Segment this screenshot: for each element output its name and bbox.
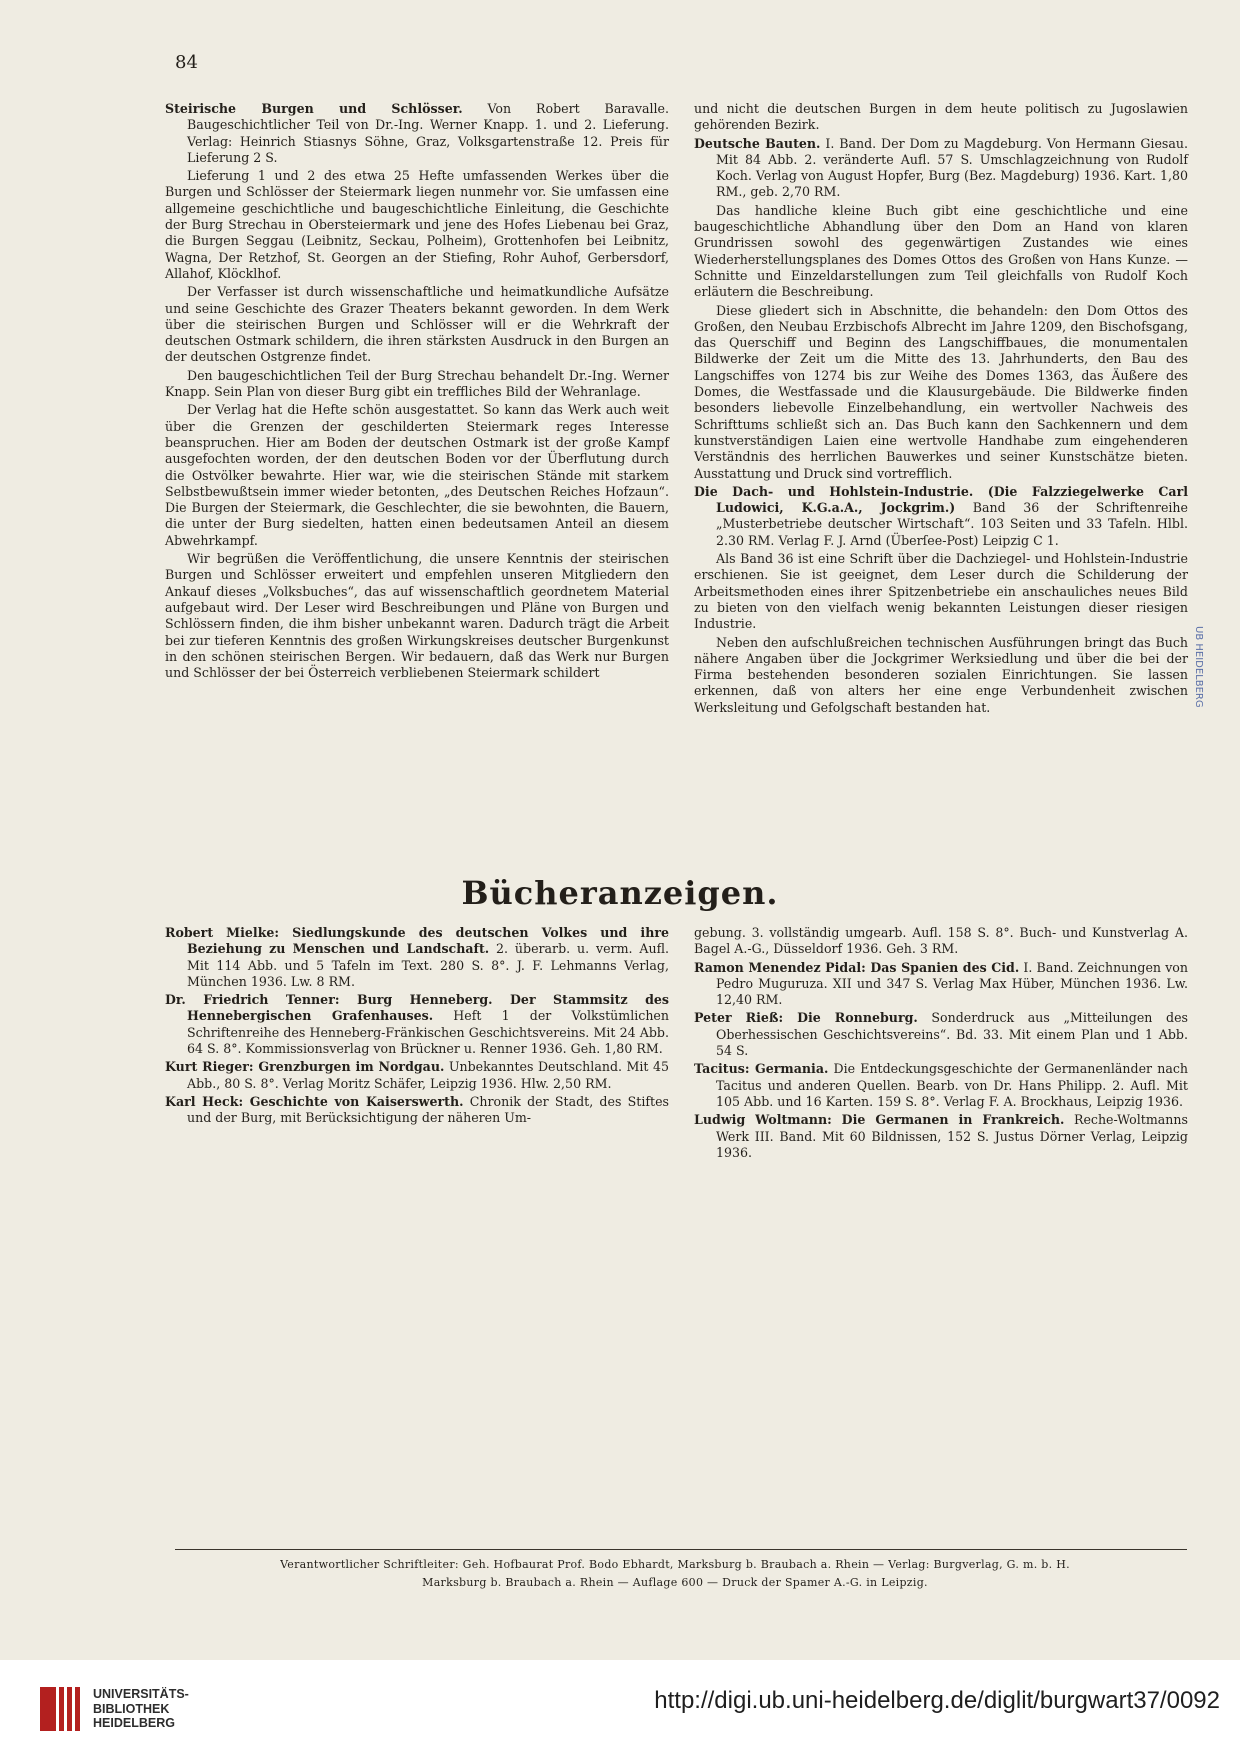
entry-title: Dr. Friedrich Tenner: Burg Henneberg. Der Stammsitz des Hennebergischen Grafenhauses. [165, 992, 669, 1024]
entry-details: Die Entdeckungsgeschichte der Germanenländer nach Tacitus und anderen Quellen. Bearb. von Dr. Hans Philipp. 2. Aufl. Mit 105 Abb. und 16 Karten. 159 S. 8°. Verlag F. A. Brockhaus, Leipzig 1936. [716, 1061, 1188, 1109]
entry-details: Unbekanntes Deutschland. Mit 45 Abb., 80 S. 8°. Verlag Moritz Schäfer, Leipzig 1936. Hlw. 2,50 RM. [187, 1059, 669, 1091]
entry-details: Chronik der Stadt, des Stiftes und der Burg, mit Berücksichtigung der näheren Um- [187, 1093, 670, 1126]
section-heading: Bücheranzeigen. [461, 874, 779, 912]
paragraph: Lieferung 1 und 2 des etwa 25 Hefte umfassenden Werkes über die Burgen und Schlösser der Steiermark liegen nunmehr vor. Sie umfassen eine allgemeine geschichtliche und baugeschichtliche Einleitung, die Geschichte der Burg Strechau in Obersteiermark und jene des Hofes Liebenau bei Graz, die Burgen Seggau (Leibnitz, Seckau, Polheim), Grottenhofen bei Leibnitz, Wagna, Der Retzhof, St. Georgen an der Stiefing, Rohr Auhof, Gerbersdorf, Allahof, Klöcklhof. [165, 168, 669, 281]
review-entry [694, 960, 1188, 1009]
paragraph: Der Verlag hat die Hefte schön ausgestattet. So kann das Werk auch weit über die Grenzen der geschilderten Steiermark reges Interesse beanspruchen. Hier am Boden der deutschen Ostmark ist der große Kampf ausgefochten worden, der den deutschen Boden vor der Überflutung durch die Ostvölker bewahrte. Hier war, wie die steirischen Stände mit starkem Selbstbewußtsein immer wieder betonten, „des Deutschen Reiches Hofzaun“. Die Burgen der Steiermark, die Geschlechter, die sie bewohnten, die Bauern, die unter der Burg siedelten, hatten einen bedeutsamen Anteil an diesem Abwehrkampf. [165, 402, 669, 548]
entry-details: 2. überarb. u. verm. Aufl. Mit 114 Abb. und 5 Tafeln im Text. 280 S. 8°. J. F. Lehmanns Verlag, München 1936. Lw. 8 RM. [187, 941, 669, 989]
review-entry [694, 484, 1188, 549]
library-stamp: UB HEIDELBERG [1193, 626, 1204, 708]
entry-title: Kurt Rieger: Grenzburgen im Nordgau. [165, 1059, 445, 1075]
review-entry [694, 1112, 1188, 1161]
entry-title: Die Dach- und Hohlstein-Industrie. (Die Falzziegelwerke Carl Ludowici, K.G.a.A., Jockgrim.) [694, 483, 1188, 516]
entry-details: Von Robert Baravalle. Baugeschichtlicher Teil von Dr.-Ing. Werner Knapp. 1. und 2. Lieferung. Verlag: Heinrich Stiasnys Söhne, Graz, Volksgartenstraße 12. Preis für Lieferung 2 S. [187, 101, 669, 165]
entry-details: Sonderdruck aus „Mitteilungen des Oberhessischen Geschichtsvereins“. Bd. 33. Mit einem Plan und 1 Abb. 54 S. [716, 1010, 1188, 1059]
paragraph: Den baugeschichtlichen Teil der Burg Strechau behandelt Dr.-Ing. Werner Knapp. Sein Plan von dieser Burg gibt ein treffliches Bild der Wehranlage. [165, 367, 669, 400]
review-entry [165, 992, 669, 1057]
university-library-logo-icon [40, 1685, 82, 1733]
review-entry [165, 1094, 669, 1127]
entry-details: Heft 1 der Volkstümlichen Schriftenreihe des Henneberg-Fränkischen Geschichtsvereins. Mit 24 Abb. 64 S. 8°. Kommissionsverlag von Brückner u. Renner 1936. Geh. 1,80 RM. [187, 1008, 669, 1057]
entry-title: Karl Heck: Geschichte von Kaiserswerth. [165, 1093, 464, 1109]
entry-details: I. Band. Der Dom zu Magdeburg. Von Hermann Giesau. Mit 84 Abb. 2. veränderte Aufl. 57 S. Umschlagzeichnung von Rudolf Koch. Verlag von August Hopfer, Burg (Bez. Magdeburg) 1936. Kart. 1,80 RM., geb. 2,70 RM. [716, 135, 1188, 200]
source-url-link[interactable]: http://digi.ub.uni-heidelberg.de/diglit/burgwart37/0092 [654, 1687, 1220, 1714]
top-right-column [694, 101, 1188, 718]
entry-title: Ramon Menendez Pidal: Das Spanien des Cid. [694, 959, 1020, 975]
paragraph: Das handliche kleine Buch gibt eine geschichtliche und eine baugeschichtliche Abhandlung über den Dom an Hand von klaren Grundrissen sowohl des gegenwärtigen Zustandes wie eines Wiederherstellungsplanes des Domes Ottos des Großen von Hans Kunze. — Schnitte und Einzeldarstellungen zum Teil gleichfalls von Rudolf Koch erläutern die Beschreibung. [694, 202, 1188, 300]
bottom-left-column [165, 925, 669, 1129]
review-entry [165, 925, 669, 990]
continued-paragraph: und nicht die deutschen Burgen in dem heute politisch zu Jugoslawien gehörenden Bezirk. [694, 101, 1188, 133]
paragraph: Neben den aufschlußreichen technischen Ausführungen bringt das Buch nähere Angaben über die Jockgrimer Werksiedlung und über die bei der Firma bestehenden besonderen sozialen Einrichtungen. Sie lassen erkennen, daß von alters her eine enge Verbundenheit zwischen Werksleitung und Gefolgschaft bestanden hat. [694, 634, 1188, 715]
library-name-line-2: BIBLIOTHEK [93, 1701, 170, 1716]
paragraph: Wir begrüßen die Veröffentlichung, die unsere Kenntnis der steirischen Burgen und Schlösser erweitert und empfehlen unseren Mitgliedern den Ankauf dieses „Volksbuches“, das auf wissenschaftlich geordnetem Material aufgebaut wird. Der Leser wird Beschreibungen und Pläne von Burgen und Schlössern finden, die ihm bisher unbekannt waren. Dadurch trägt die Arbeit bei zur tieferen Kenntnis des großen Wirkungskreises deutscher Burgenkunst in den schönen steirischen Bergen. Wir bedauern, daß das Werk nur Burgen und Schlösser der bei Österreich verbliebenen Steiermark schildert [165, 551, 669, 681]
paragraph: Der Verfasser ist durch wissenschaftliche und heimatkundliche Aufsätze und seine Geschichte des Grazer Theaters bekannt geworden. In dem Werk über die steirischen Burgen und Schlösser will er die Wehrkraft der deutschen Ostmark schildern, die ihren stärksten Ausdruck in den Burgen an der deutschen Ostgrenze findet. [165, 284, 669, 365]
entry-details: I. Band. Zeichnungen von Pedro Muguruza. XII und 347 S. Verlag Max Hüber, München 1936. Lw. 12,40 RM. [716, 959, 1188, 1008]
imprint-line-2: Marksburg b. Braubach a. Rhein — Auflage 600 — Druck der Spamer A.-G. in Leipzig. [422, 1576, 928, 1589]
entry-details: Band 36 der Schriftenreihe „Musterbetriebe deutscher Wirtschaft“. 103 Seiten und 33 Tafeln. Hlbl. 2.30 RM. Verlag F. J. Arnd (Überſee-Post) Leipzig C 1. [716, 500, 1188, 548]
paragraph: Diese gliedert sich in Abschnitte, die behandeln: den Dom Ottos des Großen, den Neubau Erzbischofs Albrecht im Jahre 1209, den Bischofsgang, das Querschiff und Beginn des Langschiffbaues, die monumentalen Bildwerke der Zeit um die Mitte des 13. Jahrhunderts, den Bau des Langschiffes von 1274 bis zur Weihe des Domes 1363, das Äußere des Domes, die Westfassade und die Klausurgebäude. Die Bildwerke finden besonders liebevolle Einzelbehandlung, ein wertvoller Nachweis des Schrifttums schließt sich an. Das Buch kann den Sachkennern und dem kunstverständigen Laien eine wertvolle Handhabe zum eingehenderen Verständnis des herrlichen Bauwerkes und seiner Kunstschätze bieten. Ausstattung und Druck sind vortrefflich. [694, 302, 1188, 481]
library-name-line-1: UNIVERSITÄTS- [93, 1687, 189, 1701]
review-entry [694, 1061, 1188, 1110]
entry-title: Tacitus: Germania. [694, 1061, 829, 1077]
entry-details: Reche-Woltmanns Werk III. Band. Mit 60 Bildnissen, 152 S. Justus Dörner Verlag, Leipzig 1936. [716, 1112, 1188, 1160]
footer-rule [175, 1549, 1187, 1550]
viewer-footer [0, 1660, 1240, 1753]
top-left-column [165, 101, 669, 683]
entry-title: Robert Mielke: Siedlungskunde des deutschen Volkes und ihre Beziehung zu Menschen und Landschaft. [165, 925, 669, 957]
entry-title: Deutsche Bauten. [694, 135, 821, 151]
imprint-line-1: Verantwortlicher Schriftleiter: Geh. Hofbaurat Prof. Bodo Ebhardt, Marksburg b. Braubach a. Rhein — Verlag: Burgverlag, G. m. b. H. [280, 1558, 1070, 1571]
library-name-line-3: HEIDELBERG [93, 1716, 175, 1730]
page-number: 84 [175, 52, 198, 73]
review-entry [165, 1059, 669, 1092]
paragraph: Als Band 36 ist eine Schrift über die Dachziegel- und Hohlstein-Industrie erschienen. Sie ist geeignet, dem Leser durch die Schilderung der Arbeitsmethoden eines ihrer Spitzenbetriebe ein anschauliches neues Bild zu bieten von den vielfach wenig bekannten Leistungen dieser riesigen Industrie. [694, 551, 1188, 632]
continued-paragraph: gebung. 3. vollständig umgearb. Aufl. 158 S. 8°. Buch- und Kunstverlag A. Bagel A.-G., Düsseldorf 1936. Geh. 3 RM. [694, 925, 1188, 957]
entry-title: Steirische Burgen und Schlösser. [165, 101, 463, 116]
review-entry [694, 1010, 1188, 1059]
review-entry [165, 101, 669, 166]
bottom-right-column [694, 925, 1188, 1163]
entry-title: Peter Rieß: Die Ronneburg. [694, 1010, 918, 1026]
imprint [160, 1556, 1190, 1592]
entry-title: Ludwig Woltmann: Die Germanen in Frankreich. [694, 1112, 1065, 1128]
review-entry [694, 136, 1188, 201]
library-name [93, 1687, 189, 1731]
